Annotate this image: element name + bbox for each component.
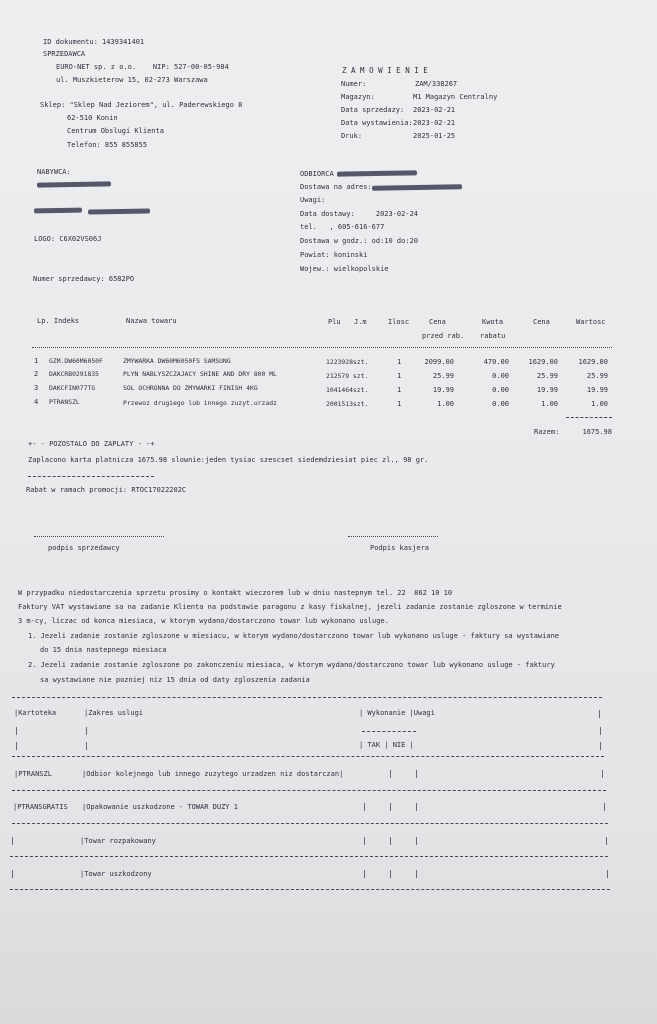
paid-by-card: Zaplacono karta platnicza 1675.98 slownie:jeden tysiac szescset siedemdziesiat piec zl., 98 gr.: [28, 456, 429, 464]
order-heading: Z A M O W I E N I E: [342, 66, 428, 75]
delivery-date: Data dostawy: 2023-02-24: [300, 210, 419, 218]
warehouse-label: Magazyn:: [341, 93, 375, 101]
row-price: 19.99: [432, 386, 454, 394]
cell-divider: |: [388, 836, 393, 845]
row-name: ZMYWARKA DW60M6050FS SAMSUNG: [123, 357, 231, 365]
table-edge: |: [84, 726, 89, 735]
order-number-label: Numer:: [341, 80, 367, 88]
table-edge: |: [605, 869, 610, 878]
print-label: Druk:: [341, 132, 363, 140]
sale-date-value: 2023-02-21: [413, 106, 456, 114]
row-cena: 19.99: [536, 386, 558, 394]
row-name: SOL OCHRONNA DO ZMYWARKI FINISH 4KG: [123, 384, 258, 392]
cashier-signature-line: [348, 536, 438, 537]
row-border: [10, 856, 608, 857]
row-cena: 1629.00: [528, 358, 558, 366]
done-divider: [362, 731, 416, 732]
services-header-border: [12, 756, 604, 757]
row-index: DAKCRB0291835: [49, 370, 100, 378]
table-edge: |: [14, 726, 19, 735]
service-desc: |Towar rozpakowany: [80, 837, 156, 845]
cell-divider: |: [388, 769, 393, 778]
store-postal: 62-510 Konin: [67, 114, 118, 122]
row-value: 25.99: [586, 372, 608, 380]
buyer-logo: LOGO: C6X02VS06J: [34, 235, 102, 243]
col-card: |Kartoteka: [14, 709, 57, 717]
issue-date-value: 2023-02-21: [413, 119, 456, 127]
service-desc: |Towar uszkodzony: [80, 870, 152, 878]
cell-divider: |: [362, 836, 367, 845]
row-border: [12, 823, 608, 824]
row-discount: 0.00: [492, 372, 509, 380]
row-index: DAKCFIN077TG: [49, 384, 96, 392]
header-discount-2: rabatu: [480, 332, 506, 340]
header-cena: Cena: [533, 318, 550, 326]
header-value: Wartosc: [576, 318, 606, 326]
col-done: | Wykonanie |Uwagi: [359, 709, 435, 717]
col-scope: |Zakres uslugi: [84, 709, 144, 717]
recipient-heading: ODBIORCA: [300, 170, 334, 178]
cell-divider: |: [388, 869, 393, 878]
payment-divider: [28, 476, 154, 477]
row-value: 19.99: [586, 386, 608, 394]
seller-name: EURO-NET sp. z o.o. NIP: 527-00-05-984: [56, 63, 229, 71]
row-price: 25.99: [432, 372, 454, 380]
recipient-phone: tel. , 605-616-677: [300, 223, 385, 231]
service-code: |PTRANSZL: [14, 770, 52, 778]
redacted-recipient-name: [337, 170, 417, 176]
row-lp: 4: [34, 398, 39, 406]
sale-date-label: Data sprzedazy:: [341, 106, 405, 114]
row-value: 1629.00: [578, 358, 608, 366]
row-cena: 25.99: [536, 372, 558, 380]
delivery-hours: Dostawa w godz.: od:10 do:20: [300, 237, 419, 245]
row-qty: 1: [397, 400, 402, 408]
redacted-buyer-city: [88, 208, 150, 214]
cell-divider: |: [414, 769, 419, 778]
store-phone: Telefon: 855 855855: [67, 141, 148, 149]
row-plu: 1041464szt.: [326, 386, 369, 394]
seller-heading: SPRZEDAWCA: [43, 50, 86, 58]
cell-divider: |: [362, 802, 367, 811]
info-contact: W przypadku niedostarczenia sprzetu prosimy o kontakt wieczorem lub w dniu nastepnym tel. 22 862 10 10: [18, 589, 453, 597]
order-number-value: ZAM/338267: [415, 80, 458, 88]
store-name: Sklep: "Sklep Nad Jeziorem", ul. Paderewskiego 8: [40, 101, 243, 109]
row-lp: 2: [34, 370, 39, 378]
notes-label: Uwagi:: [300, 196, 326, 204]
table-edge: |: [602, 802, 607, 811]
row-plu: 1223928szt.: [326, 358, 369, 366]
info-vat: Faktury VAT wystawiane sa na zadanie Klienta na podstawie paragonu z kasy fiskalnej, jezeli zadanie zostanie zgloszone w terminie: [18, 603, 562, 611]
cell-divider: |: [414, 802, 419, 811]
seller-address: ul. Muszkieterow 15, 02-273 Warszawa: [56, 76, 208, 84]
info-item-1: 1. Jezeli zadanie zostanie zgloszone w miesiacu, w ktorym wydano/dostarczono towar lub wykonano usluge - faktury sa wystawiane: [28, 632, 560, 640]
issue-date-label: Data wystawienia:: [341, 119, 413, 127]
row-discount: 0.00: [492, 400, 509, 408]
row-price: 1.00: [437, 400, 454, 408]
table-edge: |: [598, 741, 603, 750]
header-name: Nazwa towaru: [126, 317, 177, 325]
row-discount: 0.00: [492, 386, 509, 394]
county: Powiat: koninski: [300, 251, 368, 259]
table-edge: |: [604, 836, 609, 845]
row-plu: 2001513szt.: [326, 400, 369, 408]
row-name: Przewoz drugiego lub innego zuzyt.urzadz: [123, 399, 277, 407]
total-divider: [566, 417, 612, 418]
cashier-signature-label: Podpis kasjera: [370, 544, 430, 552]
info-item-2: 2. Jezeli zadanie zostanie zgloszone po zakonczeniu miesiaca, w ktorym wydano/dostarczono towar lub wykonano usluge - faktury: [28, 661, 555, 669]
table-edge: |: [10, 869, 15, 878]
yes-no-header: | TAK | NIE |: [359, 741, 414, 749]
promo-discount: Rabat w ramach promocji: RTOC17022202C: [26, 486, 187, 494]
row-qty: 1: [397, 386, 402, 394]
header-lp-index: Lp. Indeks: [37, 317, 80, 325]
province: Wojew.: wielkopolskie: [300, 265, 389, 273]
buyer-heading: NABYWCA:: [37, 168, 71, 176]
service-code: |PTRANSGRATIS: [13, 803, 68, 811]
row-qty: 1: [397, 372, 402, 380]
header-discount: Kwota: [482, 318, 504, 326]
info-item-2b: sa wystawiane nie pozniej niz 15 dnia od daty zgloszenia zadania: [40, 676, 310, 684]
row-plu: 212579 szt.: [326, 372, 369, 380]
info-vat-2: 3 m-cy, liczac od konca miesiaca, w ktorym wydano/dostarczono towar lub wykonano usluge.: [18, 617, 389, 625]
table-edge: |: [10, 836, 15, 845]
info-item-1b: do 15 dnia nastepnego miesiaca: [40, 646, 167, 654]
table-edge: |: [600, 769, 605, 778]
row-qty: 1: [397, 358, 402, 366]
header-qty: Ilosc: [388, 318, 410, 326]
warehouse-value: M1 Magazyn Centralny: [413, 93, 498, 101]
header-price-before: przed rab.: [422, 332, 465, 340]
row-lp: 1: [34, 357, 39, 365]
seller-signature-label: podpis sprzedawcy: [48, 544, 120, 552]
service-center: Centrum Obslugi Klienta: [67, 127, 164, 135]
total-label: Razem:: [534, 428, 560, 436]
header-divider: [32, 347, 612, 348]
row-index: GZM.DW60M6050F: [49, 357, 103, 365]
row-name: PLYN NABLYSZCZAJACY SHINE AND DRY 800 ML: [123, 370, 277, 378]
row-value: 1.00: [591, 400, 608, 408]
table-edge: |: [14, 741, 19, 750]
row-discount: 470.00: [483, 358, 509, 366]
remaining-to-pay: +- - POZOSTALO DO ZAPLATY - -+: [28, 440, 155, 448]
services-top-border: [12, 697, 602, 698]
table-edge: |: [84, 741, 89, 750]
row-cena: 1.00: [541, 400, 558, 408]
seller-signature-line: [34, 536, 164, 537]
header-plu: Plu: [328, 318, 341, 326]
header-price: Cena: [429, 318, 446, 326]
document-id: ID dokumentu: 1439341401: [43, 38, 145, 46]
delivery-address-label: Dostawa na adres:: [300, 183, 372, 191]
redacted-buyer-address: [34, 208, 82, 214]
cell-divider: |: [388, 802, 393, 811]
row-lp: 3: [34, 384, 39, 392]
redacted-delivery-address: [372, 184, 462, 191]
table-edge: |: [597, 709, 602, 718]
services-bottom-border: [10, 889, 610, 890]
row-price: 2099.00: [424, 358, 454, 366]
redacted-buyer-name: [37, 181, 111, 187]
total-value: 1675.98: [582, 428, 612, 436]
service-desc: |Opakowanie uszkodzone - TOWAR DUZY 1: [82, 803, 238, 811]
header-unit: J.m: [354, 318, 367, 326]
cell-divider: |: [414, 869, 419, 878]
salesperson-number: Numer sprzedawcy: 6582PO: [33, 275, 135, 283]
table-edge: |: [598, 726, 603, 735]
cell-divider: |: [362, 869, 367, 878]
service-desc: |Odbior kolejnego lub innego zuzytego urzadzen niz dostarczan|: [82, 770, 344, 778]
cell-divider: |: [414, 836, 419, 845]
print-value: 2025-01-25: [413, 132, 456, 140]
row-index: PTRANSZL: [49, 398, 80, 406]
row-border: [12, 790, 606, 791]
